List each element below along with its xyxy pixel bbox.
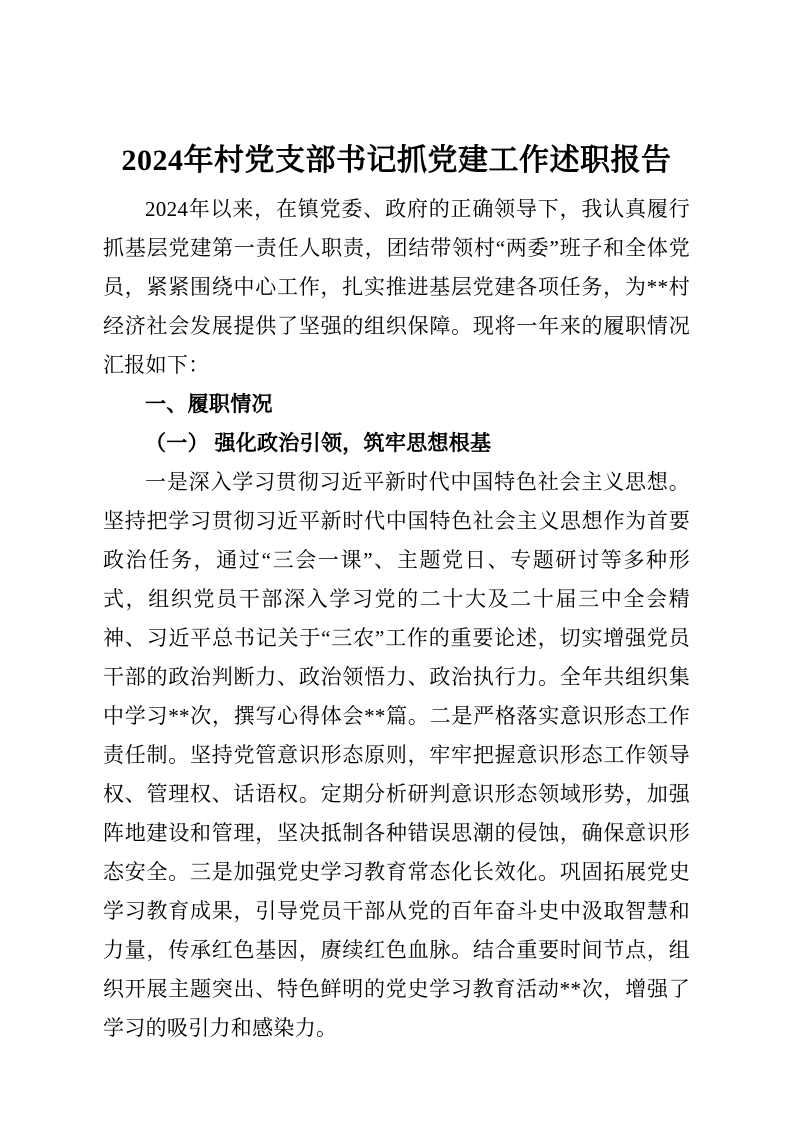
section-1-1-heading: （一） 强化政治引领，筑牢思想根基 [145, 431, 492, 455]
document-title: 2024年村党支部书记抓党建工作述职报告 [121, 144, 672, 177]
paragraph-intro: 2024年以来，在镇党委、政府的正确领导下，我认真履行抓基层党建第一责任人职责，团结带领村“两委”班子和全体党员，紧紧围绕中心工作，扎实推进基层党建各项任务，为**村经济社会发展提供了坚强的组织保障。现将一年来的履职情况汇报如下： [103, 197, 690, 377]
section-1-heading: 一、履职情况 [145, 393, 273, 416]
section-1-1-body: 一是深入学习贯彻习近平新时代中国特色社会主义思想。坚持把学习贯彻习近平新时代中国特色社会主义思想作为首要政治任务，通过“三会一课”、主题党日、专题研讨等多种形式，组织党员干部深入学习党的二十大及二十届三中全会精神、习近平总书记关于“三农”工作的重要论述，切实增强党员干部的政治判断力、政治领悟力、政治执行力。全年共组织集中学习**次，撰写心得体会**篇。二是严格落实意识形态工作责任制。坚持党管意识形态原则，牢牢把握意识形态工作领导权、管理权、话语权。定期分析研判意识形态领域形势，加强阵地建设和管理，坚决抵制各种错误思潮的侵蚀，确保意识形态安全。三是加强党史学习教育常态化长效化。巩固拓展党史学习教育成果，引导党员干部从党的百年奋斗史中汲取智慧和力量，传承红色基因，赓续红色血脉。结合重要时间节点，组织开展主题突出、特色鲜明的党史学习教育活动**次，增强了学习的吸引力和感染力。 [103, 470, 690, 1040]
